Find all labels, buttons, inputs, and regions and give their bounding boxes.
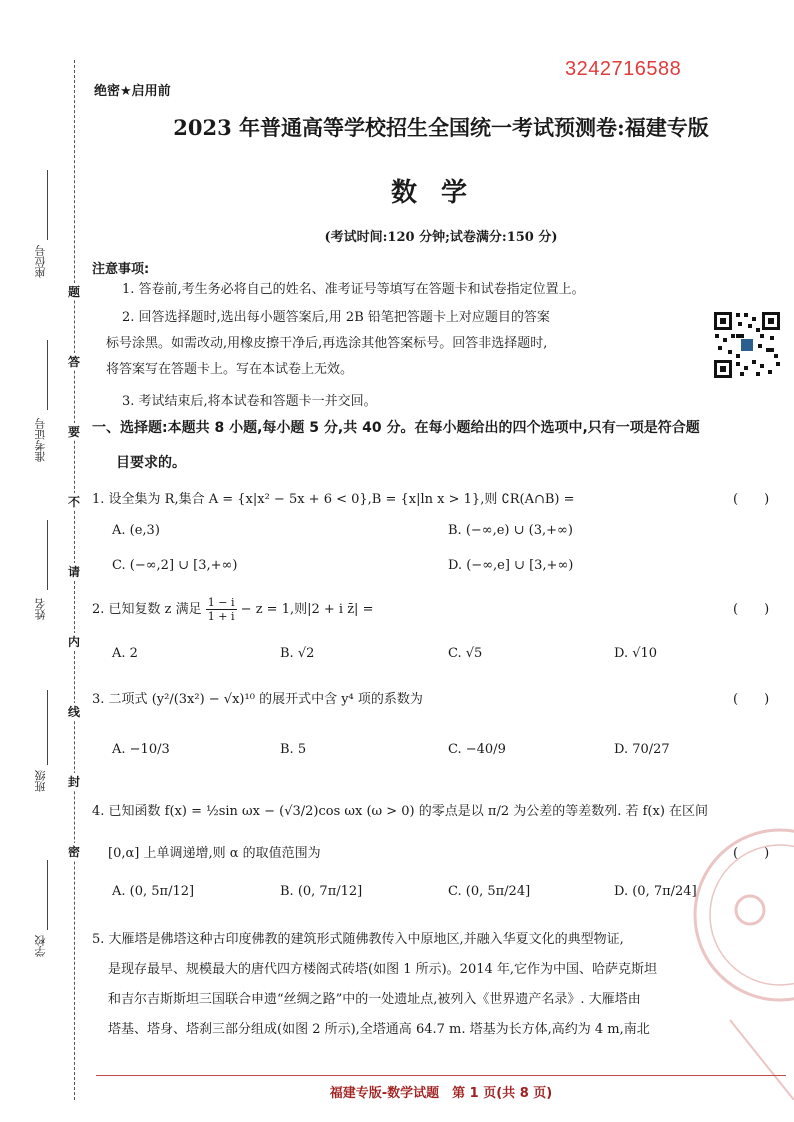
q5-line: 是现存最早、规模最大的唐代四方楼阁式砖塔(如图 1 所示)。2014 年,它作为中国、哈萨克斯坦 [108, 962, 658, 977]
name-blank [47, 520, 48, 590]
seal-char: 封 [62, 773, 86, 790]
q2-stem-end: − z = 1,则|2 + i z̄| = [240, 602, 374, 617]
q1-option-d: D. (−∞,e] ∪ [3,+∞) [448, 558, 574, 573]
fold-line [74, 60, 75, 1100]
stamp-watermark-icon [690, 800, 794, 1100]
q3-expression: (y²/(3x²) − √x)¹⁰ [151, 692, 255, 707]
page-footer: 福建专版-数学试题 第 1 页(共 8 页) [329, 1086, 553, 1101]
section-1-heading-cont: 目要求的。 [116, 455, 186, 471]
exam-id-blank [47, 340, 48, 410]
q2-fraction-denominator: 1 + i [207, 610, 235, 623]
q2-option-c: C. √5 [448, 646, 483, 661]
q4-option-d: D. (0, 7π/24] [614, 884, 697, 899]
seal-char: 答 [62, 353, 86, 370]
phone-number: 3242716588 [565, 58, 682, 80]
q4-stem: 4. 已知函数 f(x) = ½sin ωx − (√3/2)cos ωx (ω > 0) 的零点是以 π/2 为公差的等差数列. 若 f(x) 在区间 [92, 804, 709, 819]
q2-stem-start: 2. 已知复数 z 满足 [92, 602, 202, 617]
school-label: 学校 [34, 935, 47, 957]
q3-stem [92, 688, 423, 707]
note-3: 3. 考试结束后,将本试卷和答题卡一并交回。 [122, 394, 377, 409]
q2-answer-paren: ( ) [733, 602, 770, 617]
school-blank [47, 860, 48, 930]
q3-answer-paren: ( ) [733, 692, 770, 707]
qr-code-icon [712, 310, 782, 380]
note-2-cont: 将答案写在答题卡上。写在本试卷上无效。 [106, 362, 354, 377]
q2-option-d: D. √10 [614, 646, 658, 661]
q5-line: 塔基、塔身、塔刹三部分组成(如图 2 所示),全塔通高 64.7 m. 塔基为长方体,高约为 4 m,南北 [108, 1022, 650, 1037]
section-1-heading: 一、选择题:本题共 8 小题,每小题 5 分,共 40 分。在每小题给出的四个选项中,只有一项是符合题 [92, 420, 700, 436]
seal-char: 密 [62, 843, 86, 860]
q4-answer-paren: ( ) [733, 846, 770, 861]
class-blank [47, 690, 48, 765]
seal-char: 内 [62, 633, 86, 650]
notes-heading: 注意事项: [92, 262, 150, 277]
exam-info: (考试时间:120 分钟;试卷满分:150 分) [324, 230, 558, 245]
secret-mark: 绝密★启用前 [94, 84, 171, 99]
q5-line: 和吉尔吉斯斯坦三国联合申遗“丝绸之路”中的一处遗址点,被列入《世界遗产名录》. 大雁塔由 [108, 992, 641, 1007]
q1-answer-paren: ( ) [733, 492, 770, 507]
exam-title: 2023 年普通高等学校招生全国统一考试预测卷:福建专版 [173, 115, 709, 140]
q2-option-b: B. √2 [280, 646, 315, 661]
q2-fraction [206, 596, 237, 623]
q2-stem [92, 596, 373, 623]
subject-title: 数学 [390, 178, 491, 208]
seal-char: 要 [62, 423, 86, 440]
name-label: 姓名 [34, 598, 47, 620]
seal-char: 线 [62, 703, 86, 720]
q4-option-b: B. (0, 7π/12] [280, 884, 363, 899]
q3-stem-end: 的展开式中含 y⁴ 项的系数为 [259, 692, 423, 707]
q2-option-a: A. 2 [112, 646, 138, 661]
q3-stem-start: 3. 二项式 [92, 692, 148, 707]
exam-id-label: 准考证号 [34, 418, 47, 462]
q1-option-a: A. (e,3) [112, 523, 160, 538]
seat-blank [47, 170, 48, 240]
seal-char: 题 [62, 283, 86, 300]
note-2-cont: 标号涂黑。如需改动,用橡皮擦干净后,再选涂其他答案标号。回答非选择题时, [106, 336, 548, 351]
q3-option-c: C. −40/9 [448, 742, 506, 757]
q3-option-a: A. −10/3 [112, 742, 170, 757]
seat-number-label: 座位号 [34, 245, 47, 278]
q4-option-a: A. (0, 5π/12] [112, 884, 195, 899]
note-1: 1. 答卷前,考生务必将自己的姓名、准考证号等填写在答题卡和试卷指定位置上。 [122, 282, 585, 297]
q3-option-b: B. 5 [280, 742, 307, 757]
q1-stem: 1. 设全集为 R,集合 A = {x|x² − 5x + 6 < 0},B = {x|ln x > 1},则 ∁R(A∩B) = [92, 492, 575, 507]
q5-line: 5. 大雁塔是佛塔这种古印度佛教的建筑形式随佛教传入中原地区,并融入华夏文化的典型物证, [92, 932, 624, 947]
note-2: 2. 回答选择题时,选出每小题答案后,用 2B 铅笔把答题卡上对应题目的答案 [122, 310, 550, 325]
q4-option-c: C. (0, 5π/24] [448, 884, 531, 899]
seal-char: 请 [62, 563, 86, 580]
q4-stem-cont: [0,α] 上单调递增,则 α 的取值范围为 [108, 846, 321, 861]
q1-option-b: B. (−∞,e) ∪ (3,+∞) [448, 523, 573, 538]
q3-option-d: D. 70/27 [614, 742, 670, 757]
footer-rule [96, 1075, 786, 1076]
q2-fraction-numerator: 1 − i [207, 596, 235, 609]
q1-option-c: C. (−∞,2] ∪ [3,+∞) [112, 558, 238, 573]
seal-char: 不 [62, 493, 86, 510]
class-label: 班级 [34, 770, 47, 792]
